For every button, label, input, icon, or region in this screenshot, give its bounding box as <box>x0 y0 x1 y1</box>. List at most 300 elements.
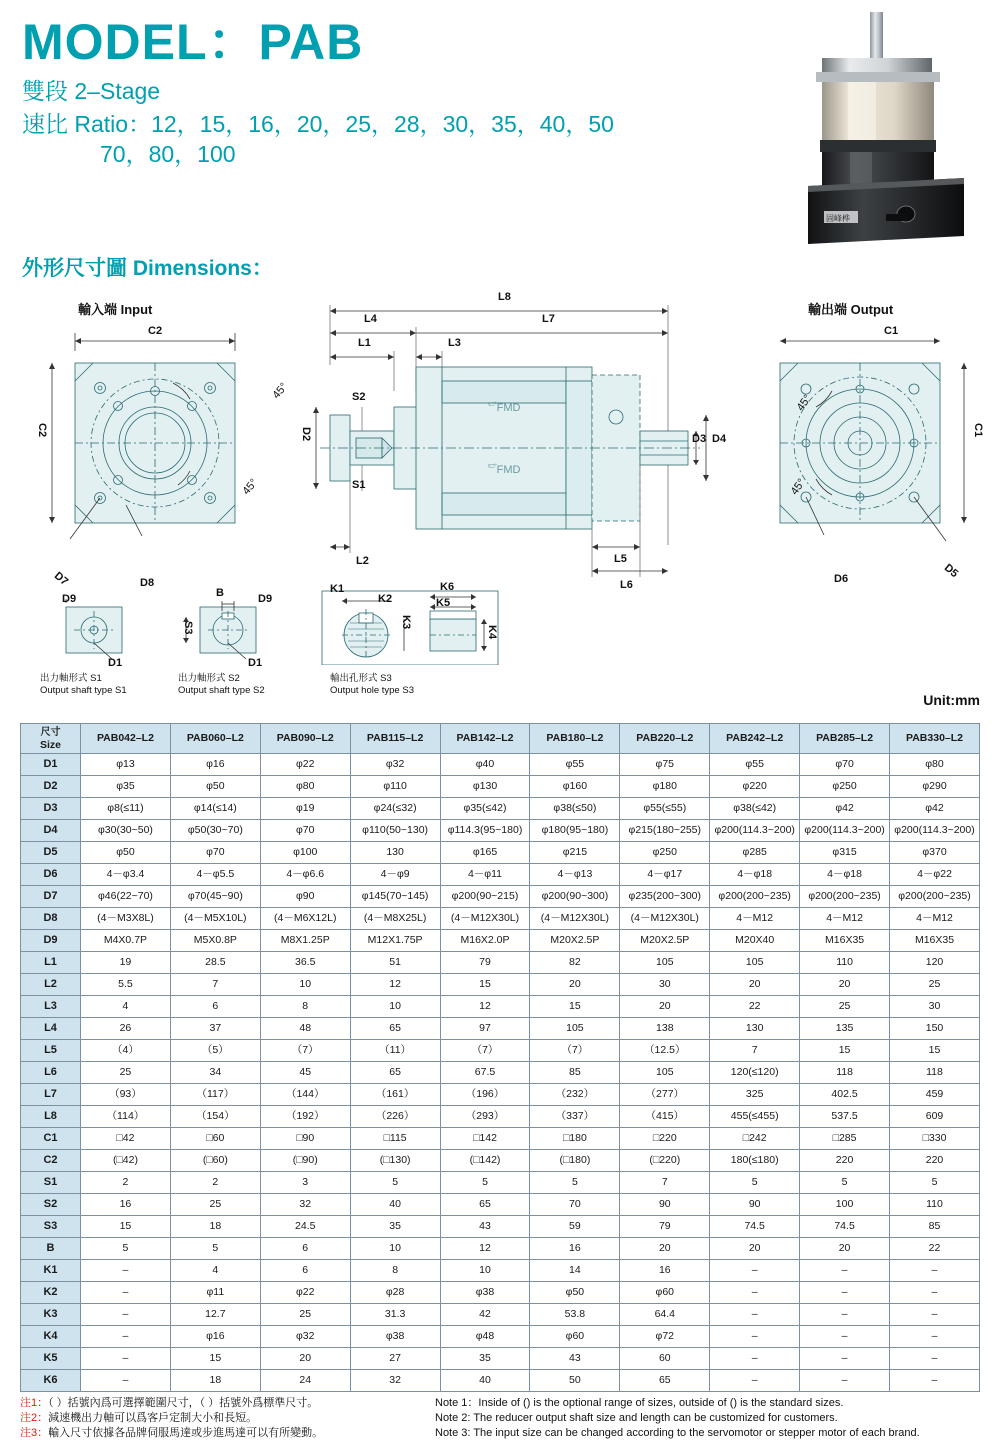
table-cell: 4－φ18 <box>800 864 890 886</box>
table-cell: φ14(≤14) <box>170 798 260 820</box>
table-cell: φ60 <box>620 1282 710 1304</box>
table-cell: 74.5 <box>710 1216 800 1238</box>
table-cell: – <box>890 1304 980 1326</box>
row-label: S3 <box>21 1216 81 1238</box>
caption-s2-cn: 出力軸形式 S2 <box>178 673 240 684</box>
table-cell: φ200(114.3~200) <box>710 820 800 842</box>
table-cell: 59 <box>530 1216 620 1238</box>
table-cell: （337） <box>530 1106 620 1128</box>
table-cell: (4－M12X30L) <box>440 908 530 930</box>
table-cell: φ55(≤55) <box>620 798 710 820</box>
row-label: D8 <box>21 908 81 930</box>
table-cell: φ50 <box>170 776 260 798</box>
caption-s1 <box>40 673 127 697</box>
row-label: L5 <box>21 1040 81 1062</box>
label-c2-side: C2 <box>36 423 48 438</box>
table-cell: 90 <box>620 1194 710 1216</box>
table-cell: φ250 <box>800 776 890 798</box>
table-cell: – <box>710 1348 800 1370</box>
table-cell: （5） <box>170 1040 260 1062</box>
label-l2: L2 <box>356 555 369 567</box>
table-cell: M20X40 <box>710 930 800 952</box>
table-cell: 118 <box>800 1062 890 1084</box>
table-cell: φ35 <box>81 776 171 798</box>
table-cell: 15 <box>170 1348 260 1370</box>
table-cell: – <box>890 1348 980 1370</box>
table-cell: 110 <box>800 952 890 974</box>
col-header-8: PAB285–L2 <box>800 724 890 754</box>
table-cell: 10 <box>350 996 440 1018</box>
table-cell: 8 <box>260 996 350 1018</box>
note-1-cn-text: （ ）括號內爲可選擇範圍尺寸，（ ）括號外爲標準尺寸。 <box>48 1397 319 1409</box>
table-cell: 85 <box>530 1062 620 1084</box>
notes-block <box>20 1396 980 1441</box>
table-cell: 28.5 <box>170 952 260 974</box>
table-cell: （93） <box>81 1084 171 1106</box>
table-cell: 35 <box>350 1216 440 1238</box>
table-cell: （12.5） <box>620 1040 710 1062</box>
table-cell: 4－φ11 <box>440 864 530 886</box>
table-cell: 25 <box>890 974 980 996</box>
table-cell: – <box>81 1282 171 1304</box>
table-cell: 7 <box>620 1172 710 1194</box>
table-cell: 4－φ22 <box>890 864 980 886</box>
table-cell: 8 <box>350 1260 440 1282</box>
row-label: L8 <box>21 1106 81 1128</box>
table-cell: 14 <box>530 1260 620 1282</box>
table-cell: M4X0.7P <box>81 930 171 952</box>
table-cell: φ110 <box>350 776 440 798</box>
col-header-3: PAB115–L2 <box>350 724 440 754</box>
row-label: L6 <box>21 1062 81 1084</box>
table-cell: （7） <box>530 1040 620 1062</box>
label-angle-45-c: 45° <box>794 392 815 414</box>
label-d6: D6 <box>834 573 849 585</box>
table-row <box>21 1370 980 1392</box>
table-cell: （161） <box>350 1084 440 1106</box>
row-label: D7 <box>21 886 81 908</box>
note-2-en: Note 2: The reducer output shaft size and length can be customized for customers. <box>435 1412 838 1424</box>
table-cell: (□142) <box>440 1150 530 1172</box>
row-label: L1 <box>21 952 81 974</box>
caption-s1-en: Output shaft type S1 <box>40 685 127 696</box>
table-cell: φ220 <box>710 776 800 798</box>
table-cell: 20 <box>620 1238 710 1260</box>
table-corner-header <box>21 724 81 754</box>
table-cell: 82 <box>530 952 620 974</box>
table-cell: – <box>81 1370 171 1392</box>
table-cell: 120(≤120) <box>710 1062 800 1084</box>
table-cell: φ55 <box>710 754 800 776</box>
row-label: D4 <box>21 820 81 842</box>
table-cell: 7 <box>170 974 260 996</box>
table-row <box>21 864 980 886</box>
table-cell: M12X1.75P <box>350 930 440 952</box>
table-cell: φ48 <box>440 1326 530 1348</box>
table-cell: φ165 <box>440 842 530 864</box>
table-cell: 12.7 <box>170 1304 260 1326</box>
table-cell: 25 <box>170 1194 260 1216</box>
table-cell: □285 <box>800 1128 890 1150</box>
table-cell: （293） <box>440 1106 530 1128</box>
table-row <box>21 1106 980 1128</box>
table-cell: 5 <box>440 1172 530 1194</box>
table-cell: 70 <box>530 1194 620 1216</box>
table-cell: 90 <box>710 1194 800 1216</box>
row-label: D5 <box>21 842 81 864</box>
table-cell: 97 <box>440 1018 530 1040</box>
table-cell: – <box>710 1304 800 1326</box>
note-1-cn <box>20 1396 435 1411</box>
table-cell: – <box>81 1348 171 1370</box>
table-cell: （232） <box>530 1084 620 1106</box>
table-cell: 15 <box>800 1040 890 1062</box>
svg-text:ᄃ゙FMD: ᄃ゙FMD <box>486 402 521 414</box>
row-label: K4 <box>21 1326 81 1348</box>
table-cell: 20 <box>800 974 890 996</box>
table-cell: – <box>81 1326 171 1348</box>
table-cell: 12 <box>440 996 530 1018</box>
label-d2: D2 <box>300 427 312 442</box>
label-c2-top: C2 <box>148 325 163 337</box>
table-cell: 180(≤180) <box>710 1150 800 1172</box>
row-label: D2 <box>21 776 81 798</box>
note-2-cn <box>20 1411 435 1426</box>
table-row <box>21 1304 980 1326</box>
table-cell: 15 <box>890 1040 980 1062</box>
table-row <box>21 1040 980 1062</box>
caption-s3 <box>330 673 414 697</box>
table-cell: 65 <box>350 1062 440 1084</box>
dimensions-table <box>20 723 980 1392</box>
label-l4: L4 <box>364 313 377 325</box>
table-row <box>21 1260 980 1282</box>
table-cell: 5 <box>710 1172 800 1194</box>
table-cell: φ70 <box>800 754 890 776</box>
row-label: K1 <box>21 1260 81 1282</box>
table-cell: 4－φ6.6 <box>260 864 350 886</box>
table-cell: 4－M12 <box>800 908 890 930</box>
table-cell: □330 <box>890 1128 980 1150</box>
table-row <box>21 1018 980 1040</box>
table-cell: 5 <box>170 1238 260 1260</box>
table-cell: 16 <box>530 1238 620 1260</box>
table-cell: φ285 <box>710 842 800 864</box>
table-cell: 220 <box>890 1150 980 1172</box>
label-d3: D3 <box>692 433 707 445</box>
label-d5: D5 <box>941 561 961 581</box>
label-b: B <box>216 587 224 599</box>
table-cell: 537.5 <box>800 1106 890 1128</box>
row-label: D1 <box>21 754 81 776</box>
table-row <box>21 952 980 974</box>
table-cell: φ200(200~235) <box>710 886 800 908</box>
table-cell: 25 <box>800 996 890 1018</box>
table-cell: （144） <box>260 1084 350 1106</box>
table-cell: M16X35 <box>890 930 980 952</box>
table-cell: 18 <box>170 1370 260 1392</box>
table-cell: 79 <box>440 952 530 974</box>
table-cell: – <box>800 1260 890 1282</box>
table-cell: φ235(200~300) <box>620 886 710 908</box>
table-row <box>21 1194 980 1216</box>
table-cell: （415） <box>620 1106 710 1128</box>
table-cell: 30 <box>620 974 710 996</box>
table-cell: – <box>890 1326 980 1348</box>
table-cell: 4－φ13 <box>530 864 620 886</box>
table-cell: 4 <box>170 1260 260 1282</box>
table-cell: φ8(≤11) <box>81 798 171 820</box>
table-cell: 20 <box>710 1238 800 1260</box>
note-1-en: Note 1：Inside of () is the optional range of sizes, outside of () is the standard sizes. <box>435 1397 844 1409</box>
table-cell: 15 <box>440 974 530 996</box>
table-cell: (4－M6X12L) <box>260 908 350 930</box>
table-cell: 51 <box>350 952 440 974</box>
table-row <box>21 776 980 798</box>
caption-s3-en: Output hole type S3 <box>330 685 414 696</box>
table-cell: (4－M8X25L) <box>350 908 440 930</box>
dimensions-heading: 外形尺寸圖 Dimensions： <box>22 257 273 280</box>
table-cell: 40 <box>350 1194 440 1216</box>
table-cell: 40 <box>440 1370 530 1392</box>
table-cell: φ50(30~70) <box>170 820 260 842</box>
table-cell: 24 <box>260 1370 350 1392</box>
table-cell: φ40 <box>440 754 530 776</box>
caption-s3-cn: 輸出孔形式 S3 <box>330 673 392 684</box>
table-cell: φ70 <box>170 842 260 864</box>
table-cell: φ100 <box>260 842 350 864</box>
table-cell: 105 <box>620 1062 710 1084</box>
label-d9-b: D9 <box>258 593 273 605</box>
table-cell: 130 <box>350 842 440 864</box>
label-angle-45-d: 45° <box>788 476 809 498</box>
table-cell: 22 <box>890 1238 980 1260</box>
label-s3: S3 <box>182 621 194 635</box>
table-cell: （11） <box>350 1040 440 1062</box>
table-cell: (4－M5X10L) <box>170 908 260 930</box>
table-cell: 34 <box>170 1062 260 1084</box>
note-3-en: Note 3: The input size can be changed according to the servomotor or stepper motor of each brand. <box>435 1427 920 1439</box>
table-cell: φ35(≤42) <box>440 798 530 820</box>
table-cell: （7） <box>440 1040 530 1062</box>
table-cell: φ55 <box>530 754 620 776</box>
table-cell: (□60) <box>170 1150 260 1172</box>
table-cell: 60 <box>620 1348 710 1370</box>
table-cell: φ38 <box>440 1282 530 1304</box>
col-header-2: PAB090–L2 <box>260 724 350 754</box>
table-cell: φ11 <box>170 1282 260 1304</box>
table-cell: 105 <box>620 952 710 974</box>
table-cell: 4－φ17 <box>620 864 710 886</box>
col-header-7: PAB242–L2 <box>710 724 800 754</box>
table-cell: 32 <box>350 1370 440 1392</box>
table-cell: 7 <box>710 1040 800 1062</box>
table-cell: 120 <box>890 952 980 974</box>
table-cell: 74.5 <box>800 1216 890 1238</box>
row-label: B <box>21 1238 81 1260</box>
table-row <box>21 1282 980 1304</box>
table-cell: 48 <box>260 1018 350 1040</box>
table-row <box>21 1216 980 1238</box>
table-cell: φ24(≤32) <box>350 798 440 820</box>
table-cell: (□90) <box>260 1150 350 1172</box>
table-row <box>21 798 980 820</box>
table-cell: 105 <box>710 952 800 974</box>
table-cell: φ28 <box>350 1282 440 1304</box>
table-cell: φ315 <box>800 842 890 864</box>
table-cell: 43 <box>530 1348 620 1370</box>
label-l7: L7 <box>542 313 555 325</box>
table-cell: φ200(114.3~200) <box>890 820 980 842</box>
table-cell: M16X2.0P <box>440 930 530 952</box>
table-cell: 12 <box>440 1238 530 1260</box>
row-label: C2 <box>21 1150 81 1172</box>
table-cell: □115 <box>350 1128 440 1150</box>
table-cell: 20 <box>620 996 710 1018</box>
col-header-4: PAB142–L2 <box>440 724 530 754</box>
table-cell: 20 <box>710 974 800 996</box>
table-cell: – <box>81 1260 171 1282</box>
label-k5: K5 <box>436 597 451 609</box>
table-cell: 130 <box>710 1018 800 1040</box>
note-2-cn-text: 減速機出力軸可以爲客戶定制大小和長短。 <box>48 1412 258 1424</box>
table-row <box>21 886 980 908</box>
table-cell: φ16 <box>170 1326 260 1348</box>
table-cell: 20 <box>800 1238 890 1260</box>
label-s1: S1 <box>352 479 366 491</box>
label-k4: K4 <box>486 625 498 640</box>
row-label: S2 <box>21 1194 81 1216</box>
table-cell: φ50 <box>81 842 171 864</box>
table-cell: 67.5 <box>440 1062 530 1084</box>
note-row-1 <box>20 1396 980 1411</box>
table-cell: （7） <box>260 1040 350 1062</box>
product-photo <box>788 8 984 248</box>
table-cell: M20X2.5P <box>530 930 620 952</box>
label-d1-a: D1 <box>108 657 123 669</box>
label-d4: D4 <box>712 433 727 445</box>
table-cell: 4－M12 <box>890 908 980 930</box>
table-cell: （196） <box>440 1084 530 1106</box>
table-cell: 6 <box>260 1238 350 1260</box>
table-cell: φ19 <box>260 798 350 820</box>
label-c1-side: C1 <box>972 423 984 438</box>
table-cell: □242 <box>710 1128 800 1150</box>
table-cell: φ145(70~145) <box>350 886 440 908</box>
table-cell: φ38 <box>350 1326 440 1348</box>
table-cell: 65 <box>620 1370 710 1392</box>
row-label: K3 <box>21 1304 81 1326</box>
table-cell: φ290 <box>890 776 980 798</box>
ratio-label: 速比 Ratio：12，15，16，20，25，28，30，35，40，50 <box>22 111 614 137</box>
table-cell: 65 <box>350 1018 440 1040</box>
row-label: L2 <box>21 974 81 996</box>
table-cell: 2 <box>81 1172 171 1194</box>
table-cell: φ90 <box>260 886 350 908</box>
table-cell: 4－φ5.5 <box>170 864 260 886</box>
table-cell: □180 <box>530 1128 620 1150</box>
note-3-cn-text: 輸入尺寸依據各品牌伺服馬達或步進馬達可以有所變動。 <box>48 1427 324 1439</box>
table-cell: φ38(≤50) <box>530 798 620 820</box>
table-cell: 5 <box>890 1172 980 1194</box>
table-row <box>21 1062 980 1084</box>
table-cell: 5 <box>81 1238 171 1260</box>
table-cell: 4 <box>81 996 171 1018</box>
table-cell: 455(≤455) <box>710 1106 800 1128</box>
table-cell: φ22 <box>260 1282 350 1304</box>
table-cell: 2 <box>170 1172 260 1194</box>
row-label: K5 <box>21 1348 81 1370</box>
table-cell: φ32 <box>350 754 440 776</box>
table-header-row <box>21 724 980 754</box>
col-header-1: PAB060–L2 <box>170 724 260 754</box>
table-cell: φ72 <box>620 1326 710 1348</box>
table-row <box>21 930 980 952</box>
table-cell: （192） <box>260 1106 350 1128</box>
table-cell: (4－M3X8L) <box>81 908 171 930</box>
header <box>22 14 782 169</box>
note-3-cn <box>20 1426 435 1441</box>
table-corner-en: Size <box>39 738 61 751</box>
table-cell: – <box>800 1348 890 1370</box>
table-row <box>21 974 980 996</box>
label-k3: K3 <box>400 615 412 630</box>
table-cell: 30 <box>890 996 980 1018</box>
table-cell: 19 <box>81 952 171 974</box>
table-row <box>21 820 980 842</box>
table-cell: – <box>800 1282 890 1304</box>
table-cell: φ200(90~215) <box>440 886 530 908</box>
table-cell: 65 <box>440 1194 530 1216</box>
table-cell: φ370 <box>890 842 980 864</box>
table-cell: φ110(50~130) <box>350 820 440 842</box>
table-cell: 325 <box>710 1084 800 1106</box>
table-cell: 3 <box>260 1172 350 1194</box>
table-cell: (□220) <box>620 1150 710 1172</box>
table-row <box>21 996 980 1018</box>
table-cell: 15 <box>81 1216 171 1238</box>
table-cell: φ50 <box>530 1282 620 1304</box>
table-cell: M16X35 <box>800 930 890 952</box>
table-cell: 25 <box>81 1062 171 1084</box>
table-cell: 5 <box>800 1172 890 1194</box>
table-row <box>21 1238 980 1260</box>
table-cell: 118 <box>890 1062 980 1084</box>
note-row-2 <box>20 1411 980 1426</box>
table-cell: 4－M12 <box>710 908 800 930</box>
table-cell: 150 <box>890 1018 980 1040</box>
table-cell: 79 <box>620 1216 710 1238</box>
row-label: C1 <box>21 1128 81 1150</box>
table-cell: – <box>890 1282 980 1304</box>
table-cell: 15 <box>530 996 620 1018</box>
table-cell: (□180) <box>530 1150 620 1172</box>
table-cell: φ38(≤42) <box>710 798 800 820</box>
table-row <box>21 1150 980 1172</box>
table-cell: □60 <box>170 1128 260 1150</box>
row-label: D9 <box>21 930 81 952</box>
table-cell: φ42 <box>890 798 980 820</box>
svg-text:ᄃ゙FMD: ᄃ゙FMD <box>486 464 521 476</box>
table-cell: – <box>890 1370 980 1392</box>
table-cell: – <box>800 1304 890 1326</box>
table-cell: 5 <box>530 1172 620 1194</box>
label-l6: L6 <box>620 579 633 591</box>
table-cell: 105 <box>530 1018 620 1040</box>
table-cell: – <box>710 1260 800 1282</box>
table-cell: □142 <box>440 1128 530 1150</box>
table-cell: 24.5 <box>260 1216 350 1238</box>
